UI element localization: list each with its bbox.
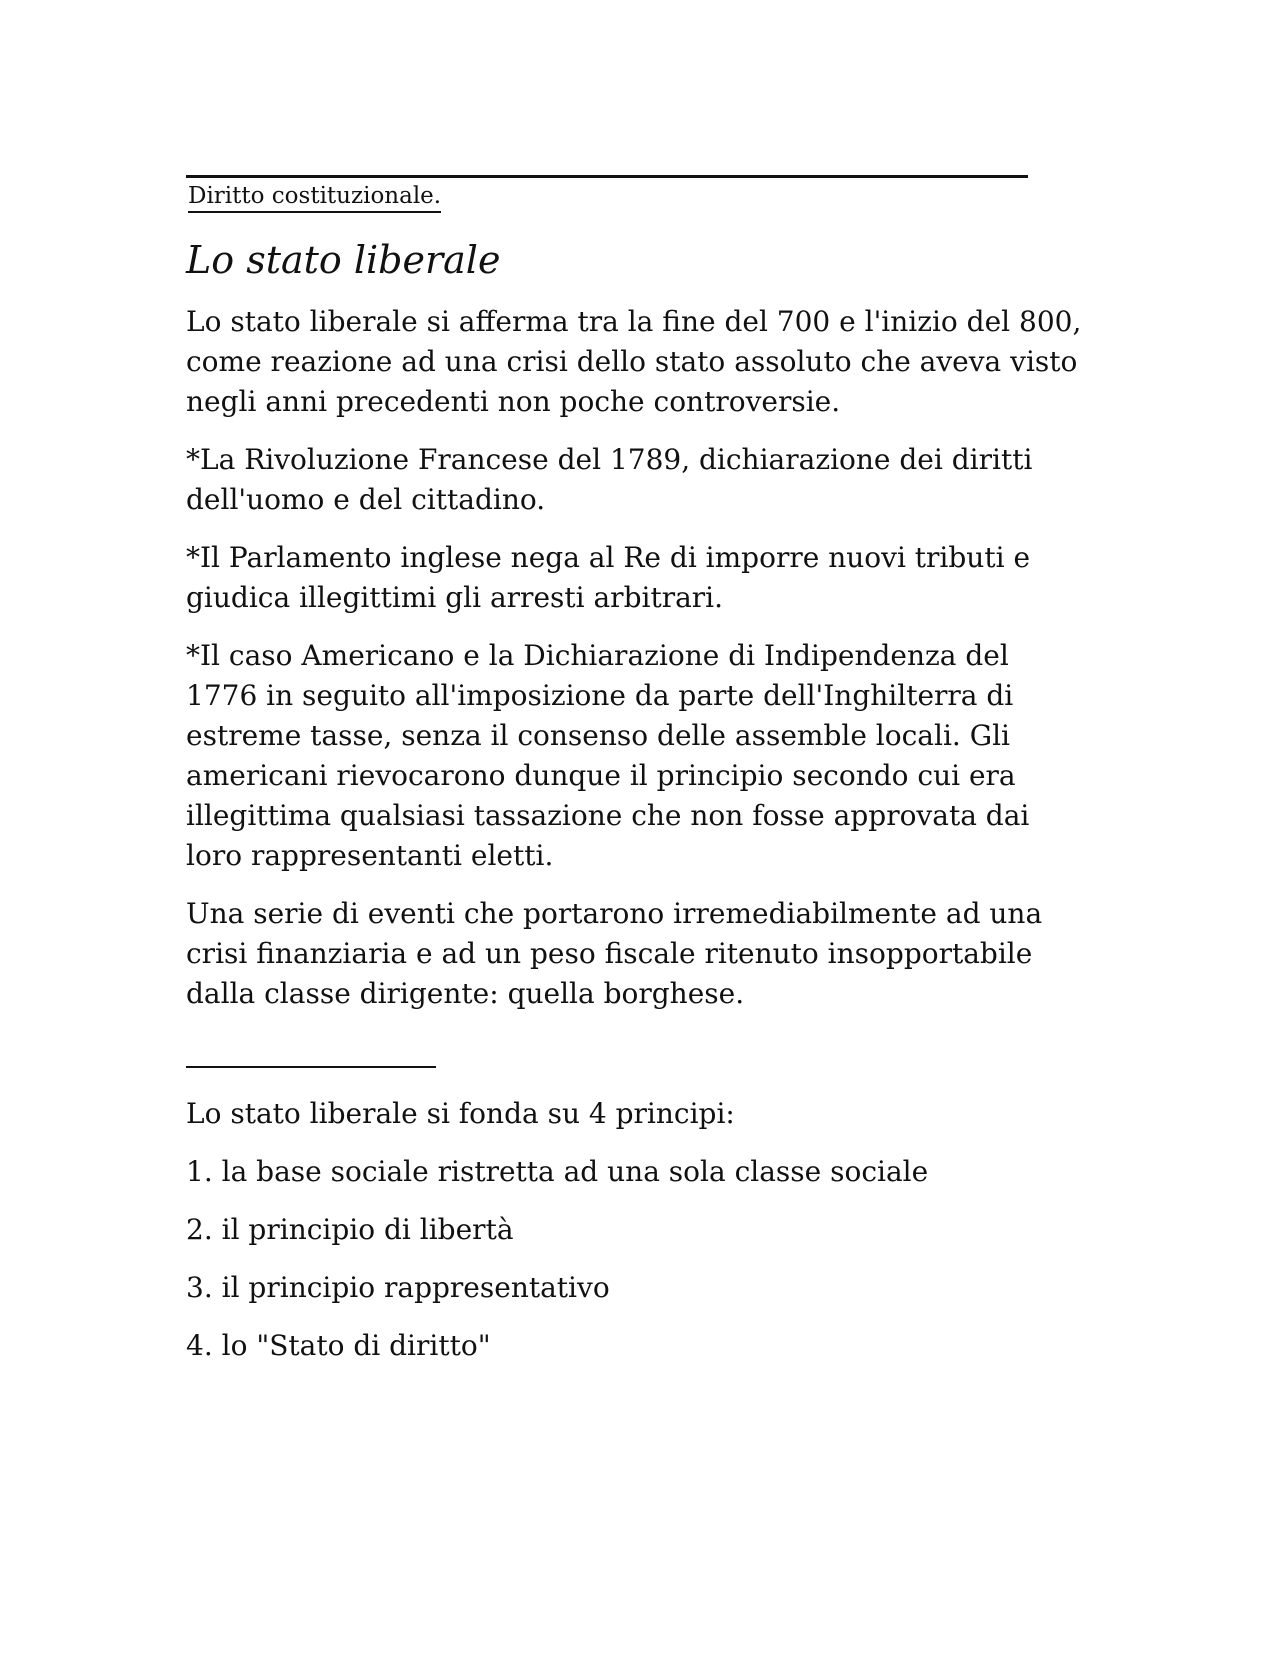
principle-item-3: 3. il principio rappresentativo bbox=[186, 1271, 610, 1304]
section-divider bbox=[186, 1066, 436, 1068]
running-header: Diritto costituzionale. bbox=[188, 182, 441, 213]
paragraph-french-revolution: *La Rivoluzione Francese del 1789, dichiarazione dei diritti dell'uomo e del cittadino. bbox=[186, 443, 1033, 516]
paragraph-conclusion: Una serie di eventi che portarono irremediabilmente ad una crisi finanziaria e ad un peso fiscale ritenuto insopportabile dalla classe dirigente: quella borghese. bbox=[186, 897, 1043, 1010]
paragraph-english-parliament: *Il Parlamento inglese nega al Re di imporre nuovi tributi e giudica illegittimi gli arresti arbitrari. bbox=[186, 541, 1031, 614]
principle-item-4: 4. lo "Stato di diritto" bbox=[186, 1329, 491, 1362]
body-text bbox=[186, 302, 1086, 1384]
paragraph-intro: Lo stato liberale si afferma tra la fine del 700 e l'inizio del 800, come reazione ad una crisi dello stato assoluto che aveva visto negli anni precedenti non poche controversie. bbox=[186, 305, 1082, 418]
page-title: Lo stato liberale bbox=[186, 238, 501, 282]
header-rule bbox=[186, 175, 1028, 178]
principle-item-2: 2. il principio di libertà bbox=[186, 1213, 514, 1246]
principles-intro: Lo stato liberale si fonda su 4 principi: bbox=[186, 1097, 735, 1130]
paragraph-american-case: *Il caso Americano e la Dichiarazione di Indipendenza del 1776 in seguito all'imposizione da parte dell'Inghilterra di estreme tasse, senza il consenso delle assemble locali. Gli americani rievocarono dunque il principio secondo cui era illegittima qualsiasi tassazione che non fosse approvata dai loro rappresentanti eletti. bbox=[186, 639, 1030, 872]
principle-item-1: 1. la base sociale ristretta ad una sola classe sociale bbox=[186, 1155, 929, 1188]
